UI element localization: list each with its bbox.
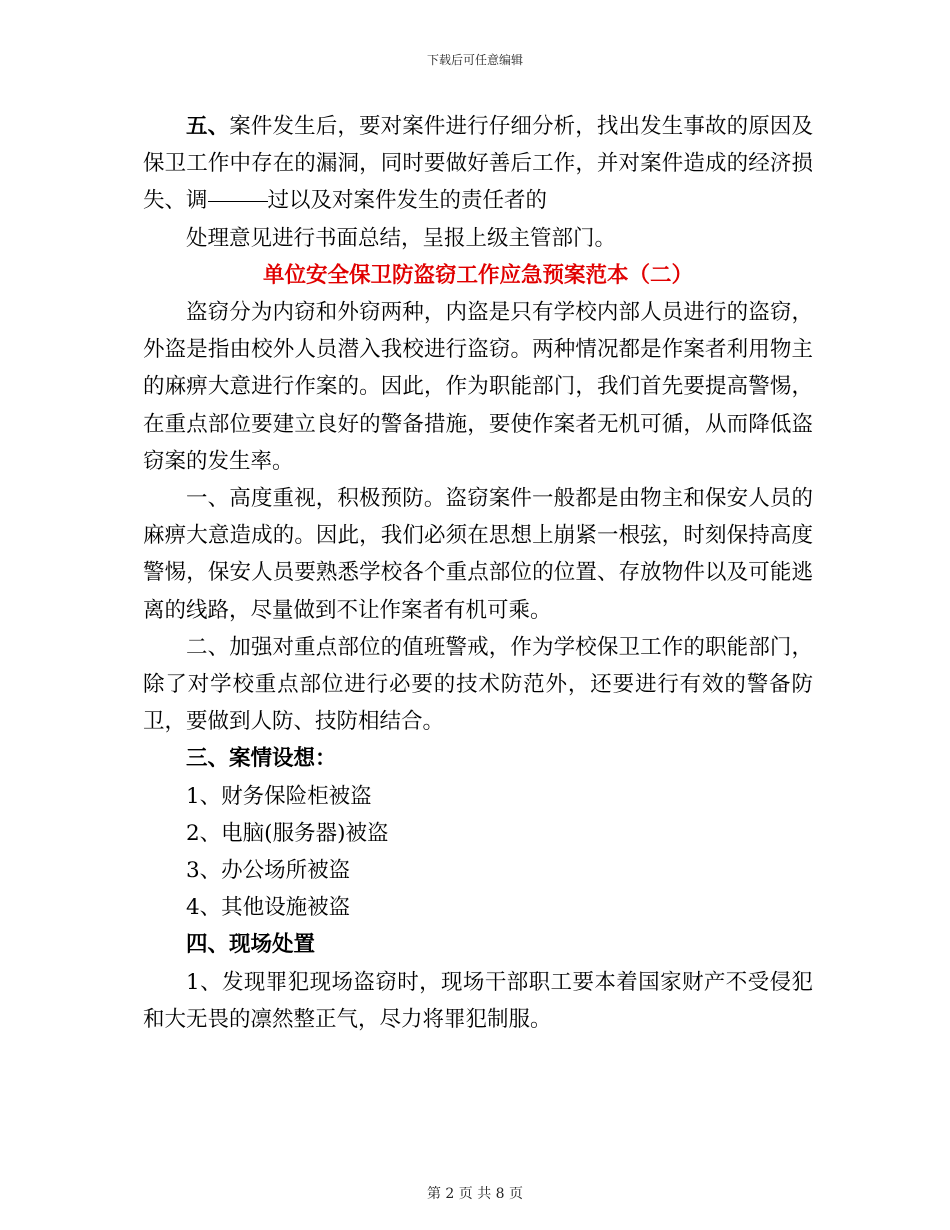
list-item: 3、办公场所被盗 [186, 858, 351, 884]
list-item: 4、其他设施被盗 [186, 895, 351, 921]
document-body [143, 108, 813, 1038]
paragraph-summary: 处理意见进行书面总结，呈报上级主管部门。 [186, 225, 617, 251]
list-item: 2、电脑(服务器)被盗 [186, 820, 389, 846]
paragraph-five-line3b: 过以及对案件发生的责任者的 [267, 188, 548, 214]
paragraph-one: 一、高度重视，积极预防。盗窃案件一般都是由物主和保安人员的麻痹大意造成的。因此，我们必须在思想上崩紧一根弦，时刻保持高度警惕，保安人员要熟悉学校各个重点部位的位置、存放物件以及可能逃离的线路，尽量做到不让作案者有机可乘。 [143, 486, 813, 623]
paragraph-five-line2: 及保卫工作中存在的漏洞，同时要做好善后工作，并对案件造成的经 [143, 114, 813, 177]
paragraph-two: 二、加强对重点部位的值班警戒，作为学校保卫工作的职能部门，除了对学校重点部位进行必要的技术防范外，还要进行有效的警备防卫，要做到人防、技防相结合。 [143, 634, 813, 735]
list-item: 1、财务保险柜被盗 [186, 783, 372, 809]
section-five-label: 五、 [186, 114, 230, 139]
paragraph-five-line3a: 济损失、调 [143, 151, 813, 214]
paragraph-scene-handling: 1、发现罪犯现场盗窃时，现场干部职工要本着国家财产不受侵犯和大无畏的凛然整正气，尽力将罪犯制服。 [143, 969, 813, 1032]
page-footer: 第 2 页 共 8 页 [426, 1186, 524, 1202]
paragraph-intro: 盗窃分为内窃和外窃两种，内盗是只有学校内部人员进行的盗窃，外盗是指由校外人员潜入我校进行盗窃。两种情况都是作案者利用物主的麻痹大意进行作案的。因此，作为职能部门，我们首先要提高警惕，在重点部位要建立良好的警备措施，要使作案者无机可循，从而降低盗窃案的发生率。 [143, 300, 813, 474]
paragraph-five [143, 108, 813, 220]
section-three-heading: 三、案情设想： [186, 746, 337, 772]
paragraph-five-line1: 案件发生后，要对案件进行仔细分析，找出发生事故的原因 [229, 114, 792, 139]
blank-underline [208, 200, 268, 202]
page-header: 下载后可任意编辑 [426, 53, 523, 67]
document-title: 单位安全保卫防盗窃工作应急预案范本（二） [262, 262, 693, 288]
section-four-heading: 四、现场处置 [186, 932, 316, 958]
